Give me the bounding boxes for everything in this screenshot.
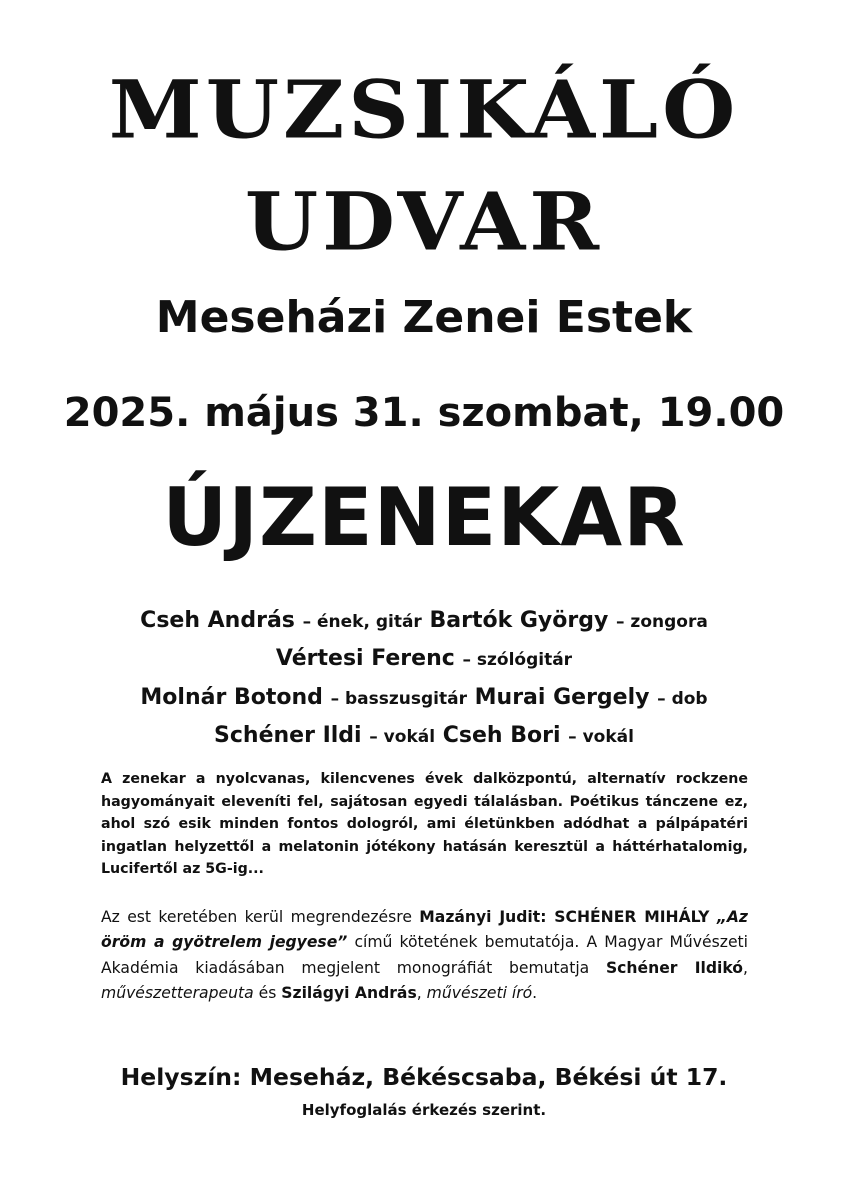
logo-title-line2: UDVAR bbox=[244, 174, 604, 269]
booking-note: Helyfoglalás érkezés szerint. bbox=[301, 1101, 547, 1119]
band-name: ÚJZENEKAR bbox=[162, 471, 686, 564]
lineup-row bbox=[0, 648, 848, 670]
presenter-role: művészetterapeuta bbox=[101, 983, 254, 1002]
presenter-role: művészeti író bbox=[426, 983, 533, 1002]
book-text: . bbox=[532, 983, 538, 1002]
member-role: – zongora bbox=[616, 612, 708, 632]
book-text bbox=[709, 908, 716, 926]
member-role: – basszusgitár bbox=[330, 689, 467, 709]
member-role: – szólógitár bbox=[462, 650, 573, 670]
event-series-subtitle: Meseházi Zenei Estek bbox=[155, 292, 693, 343]
book-text: és bbox=[253, 983, 282, 1002]
event-date: 2025. május 31. szombat, 19.00 bbox=[63, 390, 785, 436]
member-name: Murai Gergely bbox=[474, 685, 650, 710]
lineup-row bbox=[0, 725, 848, 747]
lineup-row bbox=[0, 687, 848, 709]
presenter-name: Szilágyi András bbox=[281, 983, 417, 1002]
member-role: – ének, gitár bbox=[302, 612, 422, 632]
member-role: – vokál bbox=[568, 727, 634, 747]
band-description: A zenekar a nyolcvanas, kilencvenes évek dalközpontú, alternatív rockzene hagyományait eleveníti fel, sajátosan egyedi tálalásban. Poétikus tánczene ez, ahol szó esik minden fontos dologról, ami életünkben adódhat a pálpápatéri ingatlan helyzettől a melatonin jótékony hatásán keresztül a háttérhatalomig, Lucifertől az 5G-ig... bbox=[101, 771, 748, 877]
member-name: Schéner Ildi bbox=[214, 723, 362, 748]
book-text: , bbox=[743, 958, 748, 977]
presenter-name: Schéner Ildikó bbox=[605, 958, 744, 977]
logo-title-line1: MUZSIKÁLÓ bbox=[108, 62, 740, 157]
member-name: Cseh Bori bbox=[442, 723, 561, 748]
member-name: Bartók György bbox=[429, 608, 609, 633]
book-presentation-paragraph bbox=[101, 905, 748, 1006]
book-text: című kötetének bemutatója. A Magyar Művészeti Akadémia kiadásában megjelent monográfiát bemutatja bbox=[101, 933, 748, 977]
book-author: Mazányi Judit: SCHÉNER MIHÁLY bbox=[419, 908, 710, 926]
member-name: Molnár Botond bbox=[140, 685, 323, 710]
member-role: – vokál bbox=[369, 727, 436, 747]
member-name: Vértesi Ferenc bbox=[275, 646, 455, 671]
book-text: , bbox=[416, 983, 427, 1002]
book-text: Az est keretében kerül megrendezésre bbox=[101, 908, 420, 926]
lineup-row bbox=[0, 610, 848, 632]
member-role: – dob bbox=[657, 689, 708, 709]
venue-info: Helyszín: Meseház, Békéscsaba, Békési út 17. bbox=[120, 1063, 728, 1091]
member-name: Cseh András bbox=[140, 608, 295, 633]
book-title: „Az öröm a gyötrelem jegyese” bbox=[101, 908, 748, 952]
